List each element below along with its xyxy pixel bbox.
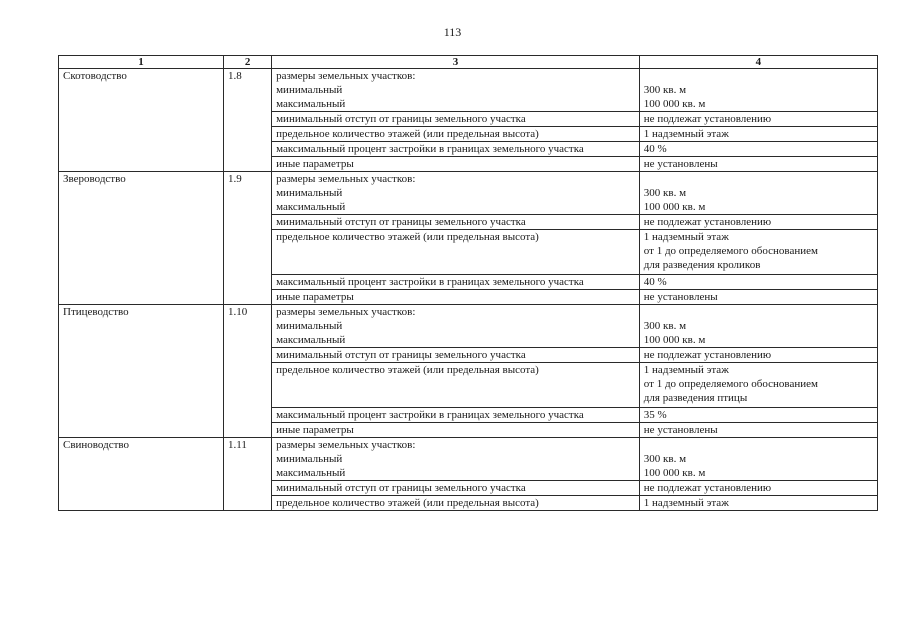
param-setback: минимальный отступ от границы земельного участка <box>272 348 640 363</box>
param-sizes <box>272 172 640 215</box>
param-floors: предельное количество этажей (или предельная высота) <box>272 496 640 511</box>
param-coverage: максимальный процент застройки в границах земельного участка <box>272 142 640 157</box>
param-other: иные параметры <box>272 157 640 172</box>
min-value: 300 кв. м <box>643 453 687 465</box>
value-floors <box>639 363 877 408</box>
header-row <box>59 56 878 69</box>
sizes-label: размеры земельных участков: <box>276 306 416 318</box>
floors-value-line: 1 надземный этаж <box>643 364 729 376</box>
param-coverage: максимальный процент застройки в границах земельного участка <box>272 408 640 423</box>
floors-value-line: от 1 до определяемого обоснованием <box>643 245 818 257</box>
land-use-name: Скотоводство <box>59 69 224 172</box>
floors-value-line: для разведения птицы <box>643 392 748 404</box>
max-value: 100 000 кв. м <box>643 467 706 479</box>
min-label: минимальный <box>276 453 343 465</box>
land-use-name: Птицеводство <box>59 305 224 438</box>
param-sizes <box>272 305 640 348</box>
floors-value-line: 1 надземный этаж <box>643 231 729 243</box>
land-use-code: 1.8 <box>224 69 272 172</box>
value-other: не установлены <box>639 290 877 305</box>
param-floors: предельное количество этажей (или предельная высота) <box>272 127 640 142</box>
sizes-label: размеры земельных участков: <box>276 70 416 82</box>
land-use-code: 1.11 <box>224 438 272 511</box>
value-other: не установлены <box>639 423 877 438</box>
sizes-label: размеры земельных участков: <box>276 439 416 451</box>
value-floors <box>639 230 877 275</box>
min-label: минимальный <box>276 187 343 199</box>
value-sizes <box>639 438 877 481</box>
header-col-4: 4 <box>639 56 877 69</box>
floors-value-line: 1 надземный этаж <box>643 497 729 509</box>
sizes-label: размеры земельных участков: <box>276 173 416 185</box>
table-row <box>59 438 878 481</box>
land-use-name: Звероводство <box>59 172 224 305</box>
min-label: минимальный <box>276 84 343 96</box>
max-label: максимальный <box>276 334 346 346</box>
param-floors: предельное количество этажей (или предельная высота) <box>272 230 640 275</box>
table-row <box>59 172 878 215</box>
param-floors: предельное количество этажей (или предельная высота) <box>272 363 640 408</box>
max-label: максимальный <box>276 201 346 213</box>
value-floors <box>639 496 877 511</box>
min-value: 300 кв. м <box>643 320 687 332</box>
land-use-code: 1.10 <box>224 305 272 438</box>
min-label: минимальный <box>276 320 343 332</box>
header-col-3: 3 <box>272 56 640 69</box>
floors-value-line: для разведения кроликов <box>643 259 761 271</box>
table-row <box>59 305 878 348</box>
value-sizes <box>639 69 877 112</box>
value-floors <box>639 127 877 142</box>
table-body <box>59 69 878 511</box>
param-sizes <box>272 69 640 112</box>
value-sizes <box>639 305 877 348</box>
param-other: иные параметры <box>272 423 640 438</box>
value-coverage: 35 % <box>639 408 877 423</box>
param-setback: минимальный отступ от границы земельного участка <box>272 481 640 496</box>
max-value: 100 000 кв. м <box>643 201 706 213</box>
max-value: 100 000 кв. м <box>643 98 706 110</box>
value-other: не установлены <box>639 157 877 172</box>
value-setback: не подлежат установлению <box>639 112 877 127</box>
value-coverage: 40 % <box>639 142 877 157</box>
param-sizes <box>272 438 640 481</box>
param-other: иные параметры <box>272 290 640 305</box>
param-coverage: максимальный процент застройки в границах земельного участка <box>272 275 640 290</box>
param-setback: минимальный отступ от границы земельного участка <box>272 112 640 127</box>
value-setback: не подлежат установлению <box>639 215 877 230</box>
header-col-1: 1 <box>59 56 224 69</box>
regulations-table <box>58 55 878 511</box>
land-use-name: Свиноводство <box>59 438 224 511</box>
max-value: 100 000 кв. м <box>643 334 706 346</box>
header-col-2: 2 <box>224 56 272 69</box>
table-row <box>59 69 878 112</box>
floors-value-line: 1 надземный этаж <box>643 128 729 140</box>
param-setback: минимальный отступ от границы земельного участка <box>272 215 640 230</box>
value-setback: не подлежат установлению <box>639 348 877 363</box>
page-number: 113 <box>443 25 462 39</box>
floors-value-line: от 1 до определяемого обоснованием <box>643 378 818 390</box>
value-coverage: 40 % <box>639 275 877 290</box>
min-value: 300 кв. м <box>643 84 687 96</box>
max-label: максимальный <box>276 467 346 479</box>
value-setback: не подлежат установлению <box>639 481 877 496</box>
land-use-code: 1.9 <box>224 172 272 305</box>
max-label: максимальный <box>276 98 346 110</box>
value-sizes <box>639 172 877 215</box>
min-value: 300 кв. м <box>643 187 687 199</box>
